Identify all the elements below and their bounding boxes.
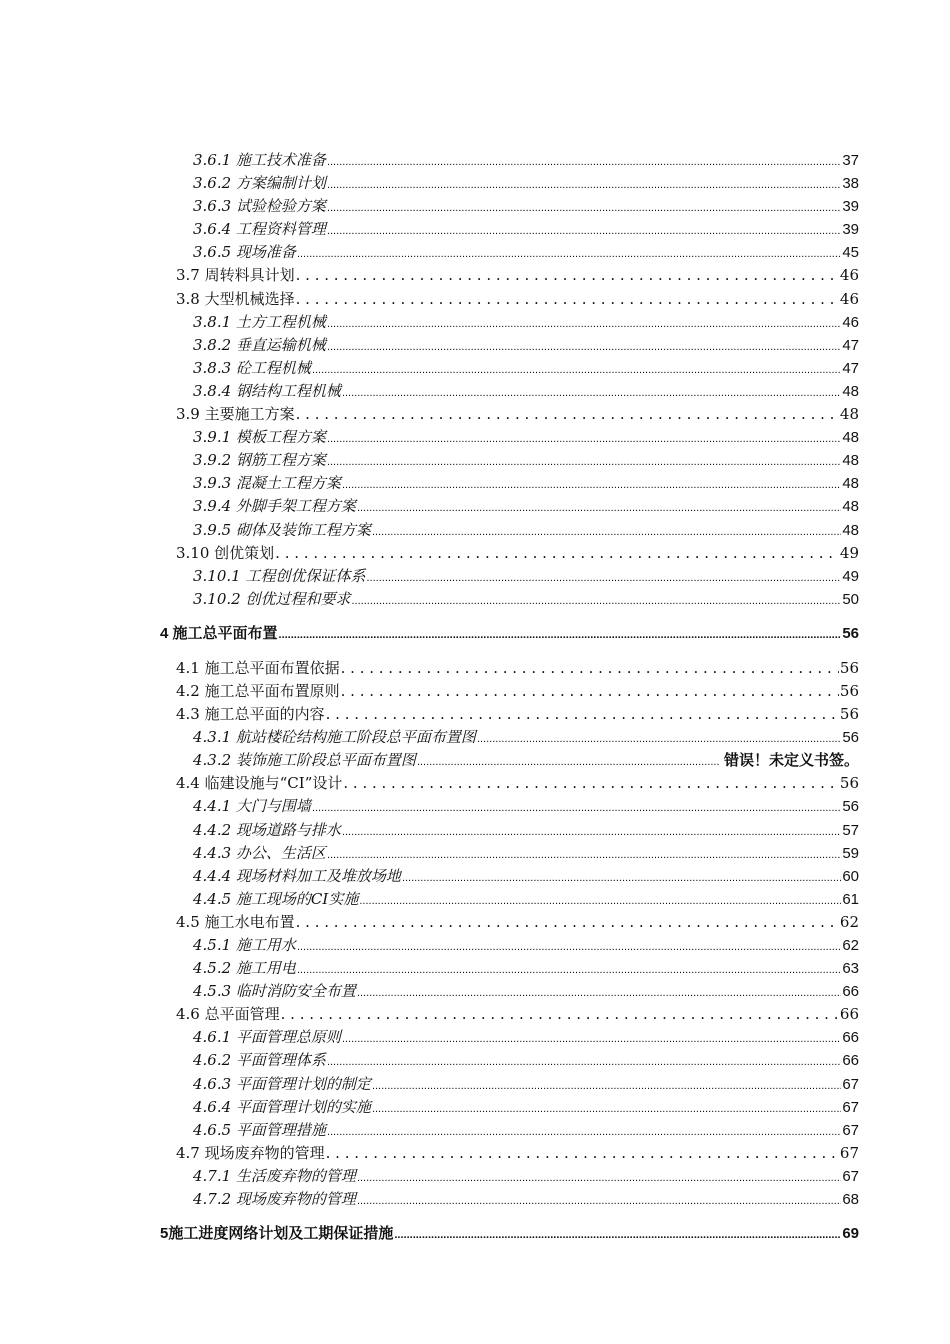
toc-subsection[interactable] <box>0 588 859 611</box>
toc-entry-title: 4.3 施工总平面的内容 <box>176 705 325 724</box>
toc-entry-title: 3.9.5 砌体及装饰工程方案 <box>193 520 371 539</box>
toc-entry-title: 3.9.1 模板工程方案 <box>193 428 326 447</box>
toc-entry-title: 3.8.2 垂直运输机械 <box>193 335 326 354</box>
toc-subsection[interactable] <box>0 172 859 195</box>
toc-subsection[interactable] <box>0 819 859 842</box>
toc-entry-title: 4.6.4 平面管理计划的实施 <box>193 1097 371 1116</box>
toc-page-number: 37 <box>842 152 859 169</box>
dot-leader <box>357 1165 841 1190</box>
toc-entry-title: 3.9.3 混凝土工程方案 <box>193 474 341 493</box>
toc-page-number: 63 <box>842 960 859 978</box>
toc-page-number: 56 <box>839 705 859 724</box>
toc-subsection[interactable] <box>0 934 859 957</box>
toc-page-number: 61 <box>842 890 859 908</box>
toc-subsection[interactable] <box>0 1073 859 1096</box>
toc-entry-title: 4.4.1 大门与围墙 <box>193 797 311 816</box>
toc-subsection[interactable] <box>0 1026 859 1049</box>
toc-page-number: 48 <box>839 405 859 424</box>
toc-section[interactable] <box>0 403 859 426</box>
toc-entry-title: 4.4.5 施工现场的CI实施 <box>193 889 359 908</box>
dot-leader <box>357 980 841 1005</box>
toc-page-number: 57 <box>842 821 859 839</box>
toc-entry-title: 3.8.1 土方工程机械 <box>193 312 326 331</box>
toc-entry-title: 4.5.3 临时消防安全布置 <box>193 982 356 1001</box>
dot-leader <box>326 1142 839 1165</box>
toc-page-number: 66 <box>842 1029 859 1047</box>
toc-page-number: 49 <box>842 567 859 585</box>
dot-leader <box>359 888 841 913</box>
toc-subsection[interactable] <box>0 957 859 980</box>
toc-page-number: 67 <box>842 1075 859 1093</box>
dot-leader <box>342 380 841 405</box>
toc-page-number: 48 <box>842 475 859 493</box>
toc-page-number: 60 <box>842 867 859 885</box>
toc-page-number: 56 <box>839 774 859 793</box>
dot-leader <box>372 1073 841 1098</box>
dot-leader <box>326 703 839 726</box>
toc-entry-title: 4.7.2 现场废弃物的管理 <box>193 1190 356 1209</box>
toc-page-number: 48 <box>842 429 859 447</box>
dot-leader <box>279 611 842 658</box>
dot-leader <box>402 865 841 890</box>
dot-leader <box>296 288 839 311</box>
toc-page-number: 46 <box>842 313 859 331</box>
toc-subsection[interactable] <box>0 795 859 818</box>
toc-entry-title: 4.4 临建设施与“CI”设计 <box>176 774 343 793</box>
toc-section[interactable] <box>0 264 859 287</box>
toc-entry-title: 3.6.2 方案编制计划 <box>193 174 326 193</box>
toc-subsection[interactable] <box>0 842 859 865</box>
dot-leader <box>341 657 839 680</box>
dot-leader <box>327 195 841 220</box>
toc-entry-title: 3.8.4 钢结构工程机械 <box>193 381 341 400</box>
toc-subsection[interactable] <box>0 218 859 241</box>
toc-entry-title: 3.8.3 砼工程机械 <box>193 358 311 377</box>
dot-leader <box>327 172 841 197</box>
toc-page-number: 48 <box>842 382 859 400</box>
toc-section[interactable] <box>0 1003 859 1026</box>
dot-leader <box>357 495 841 520</box>
toc-subsection[interactable] <box>0 1119 859 1142</box>
toc-chapter[interactable] <box>0 611 859 657</box>
toc-page-number: 48 <box>842 452 859 470</box>
toc-entry-title: 3.10 创优策划 <box>176 543 275 562</box>
toc-section[interactable] <box>0 1142 859 1165</box>
toc-subsection[interactable] <box>0 749 859 772</box>
toc-entry-title: 3.7 周转料具计划 <box>176 266 295 285</box>
toc-subsection[interactable] <box>0 495 859 518</box>
dot-leader <box>296 911 839 934</box>
toc-page-number: 50 <box>842 590 859 608</box>
toc-subsection[interactable] <box>0 1188 859 1211</box>
toc-section[interactable] <box>0 703 859 726</box>
toc-subsection[interactable] <box>0 1049 859 1072</box>
dot-leader <box>327 449 841 474</box>
toc-page-number: 56 <box>842 624 859 642</box>
dot-leader <box>327 311 841 336</box>
toc-page-number: 47 <box>842 336 859 354</box>
dot-leader <box>312 795 841 820</box>
toc-section[interactable] <box>0 772 859 795</box>
dot-leader <box>341 680 839 703</box>
dot-leader <box>296 264 839 287</box>
toc-page-number: 38 <box>842 175 859 193</box>
toc-subsection[interactable] <box>0 519 859 542</box>
toc-section[interactable] <box>0 542 859 565</box>
toc-subsection[interactable] <box>0 311 859 334</box>
toc-entry-title: 4.1 施工总平面布置依据 <box>176 658 340 677</box>
toc-subsection[interactable] <box>0 241 859 264</box>
dot-leader <box>327 842 841 867</box>
dot-leader <box>366 565 841 590</box>
dot-leader <box>297 241 841 266</box>
dot-leader <box>372 1096 841 1121</box>
toc-subsection[interactable] <box>0 1165 859 1188</box>
dot-leader <box>394 1211 841 1258</box>
toc-entry-title: 3.6.5 现场准备 <box>193 243 296 262</box>
table-of-contents <box>0 149 950 1257</box>
dot-leader <box>297 934 841 959</box>
toc-subsection[interactable] <box>0 380 859 403</box>
toc-subsection[interactable] <box>0 449 859 472</box>
toc-page-number: 67 <box>842 1167 859 1185</box>
toc-chapter[interactable] <box>0 1211 859 1257</box>
toc-page-number: 46 <box>839 289 859 308</box>
toc-subsection[interactable] <box>0 357 859 380</box>
toc-entry-title: 4.5.1 施工用水 <box>193 936 296 954</box>
toc-entry-title: 3.6.1 施工技术准备 <box>193 151 326 169</box>
toc-subsection[interactable] <box>0 980 859 1003</box>
toc-subsection[interactable] <box>0 195 859 218</box>
toc-subsection[interactable] <box>0 726 859 749</box>
toc-entry-title: 3.9 主要施工方案 <box>176 405 295 424</box>
dot-leader <box>296 403 839 426</box>
dot-leader <box>342 1026 841 1051</box>
toc-entry-title: 3.10.2 创优过程和要求 <box>193 589 351 608</box>
toc-entry-title: 4.7.1 生活废弃物的管理 <box>193 1166 356 1185</box>
toc-entry-title: 4.3.1 航站楼砼结构施工阶段总平面布置图 <box>193 728 476 747</box>
toc-page-number: 69 <box>842 1225 859 1243</box>
toc-page-number: 56 <box>839 681 859 700</box>
toc-entry-title: 4.4.2 现场道路与排水 <box>193 820 341 839</box>
dot-leader <box>327 1119 841 1144</box>
toc-subsection[interactable] <box>0 426 859 449</box>
toc-entry-title: 4.7 现场废弃物的管理 <box>176 1143 325 1162</box>
dot-leader <box>327 218 841 243</box>
toc-entry-title: 3.9.4 外脚手架工程方案 <box>193 497 356 516</box>
toc-page-number: 47 <box>842 359 859 377</box>
toc-error-message: 错误！未定义书签。 <box>723 751 859 770</box>
toc-page-number: 68 <box>842 1191 859 1209</box>
toc-page-number: 45 <box>842 244 859 262</box>
toc-page-number: 48 <box>842 498 859 516</box>
toc-entry-title: 4.5 施工水电布置 <box>176 912 295 931</box>
dot-leader <box>372 519 841 544</box>
toc-entry-title: 4.6.3 平面管理计划的制定 <box>193 1074 371 1093</box>
toc-page-number: 39 <box>842 198 859 216</box>
dot-leader <box>275 542 839 565</box>
dot-leader <box>312 357 841 382</box>
toc-page-number: 66 <box>839 1005 859 1024</box>
dot-leader <box>281 1003 839 1026</box>
dot-leader <box>343 772 839 795</box>
toc-section[interactable] <box>0 680 859 703</box>
toc-page-number: 49 <box>839 543 859 562</box>
dot-leader <box>327 149 841 174</box>
toc-section[interactable] <box>0 288 859 311</box>
toc-entry-title: 3.6.4 工程资料管理 <box>193 220 326 239</box>
toc-subsection[interactable] <box>0 888 859 911</box>
toc-entry-title: 4.6.2 平面管理体系 <box>193 1051 326 1070</box>
toc-entry-title: 4.4.3 办公、生活区 <box>193 843 326 862</box>
toc-entry-title: 4.6 总平面管理 <box>176 1005 280 1024</box>
toc-entry-title: 4.6.5 平面管理措施 <box>193 1120 326 1139</box>
toc-section[interactable] <box>0 911 859 934</box>
toc-page-number: 39 <box>842 221 859 239</box>
toc-entry-title: 3.8 大型机械选择 <box>176 289 295 308</box>
toc-page-number: 62 <box>842 937 859 954</box>
toc-entry-title: 3.9.2 钢筋工程方案 <box>193 451 326 470</box>
dot-leader <box>297 957 841 982</box>
toc-page-number: 56 <box>842 798 859 816</box>
dot-leader <box>351 588 841 613</box>
toc-subsection[interactable] <box>0 565 859 588</box>
dot-leader <box>327 426 841 451</box>
dot-leader <box>327 1049 841 1074</box>
toc-subsection[interactable] <box>0 149 859 172</box>
dot-leader <box>327 334 841 359</box>
toc-entry-title: 4 施工总平面布置 <box>160 624 278 642</box>
toc-page-number: 67 <box>839 1143 859 1162</box>
toc-page-number: 46 <box>839 266 859 285</box>
toc-entry-title: 3.6.3 试验检验方案 <box>193 197 326 216</box>
toc-page-number: 48 <box>842 521 859 539</box>
toc-page-number: 59 <box>842 844 859 862</box>
dot-leader <box>477 726 841 751</box>
toc-entry-title: 4.6.1 平面管理总原则 <box>193 1028 341 1047</box>
toc-section[interactable] <box>0 657 859 680</box>
toc-entry-title: 4.4.4 现场材料加工及堆放场地 <box>193 866 401 885</box>
toc-subsection[interactable] <box>0 472 859 495</box>
toc-subsection[interactable] <box>0 865 859 888</box>
dot-leader <box>342 819 841 844</box>
toc-page-number: 67 <box>842 1121 859 1139</box>
toc-page-number: 66 <box>842 983 859 1001</box>
toc-entry-title: 4.3.2 装饰施工阶段总平面布置图 <box>193 751 416 770</box>
toc-entry-title: 3.10.1 工程创优保证体系 <box>193 566 366 585</box>
dot-leader <box>417 749 720 774</box>
toc-page-number: 62 <box>839 912 859 931</box>
toc-subsection[interactable] <box>0 1096 859 1119</box>
dot-leader <box>342 472 841 497</box>
toc-entry-title: 4.2 施工总平面布置原则 <box>176 681 340 700</box>
toc-entry-title: 5施工进度网络计划及工期保证措施 <box>160 1225 394 1243</box>
toc-entry-title: 4.5.2 施工用电 <box>193 959 296 978</box>
dot-leader <box>357 1188 841 1213</box>
toc-page-number: 56 <box>839 658 859 677</box>
toc-page-number: 66 <box>842 1052 859 1070</box>
toc-page-number: 67 <box>842 1098 859 1116</box>
toc-page-number: 56 <box>842 729 859 747</box>
toc-subsection[interactable] <box>0 334 859 357</box>
